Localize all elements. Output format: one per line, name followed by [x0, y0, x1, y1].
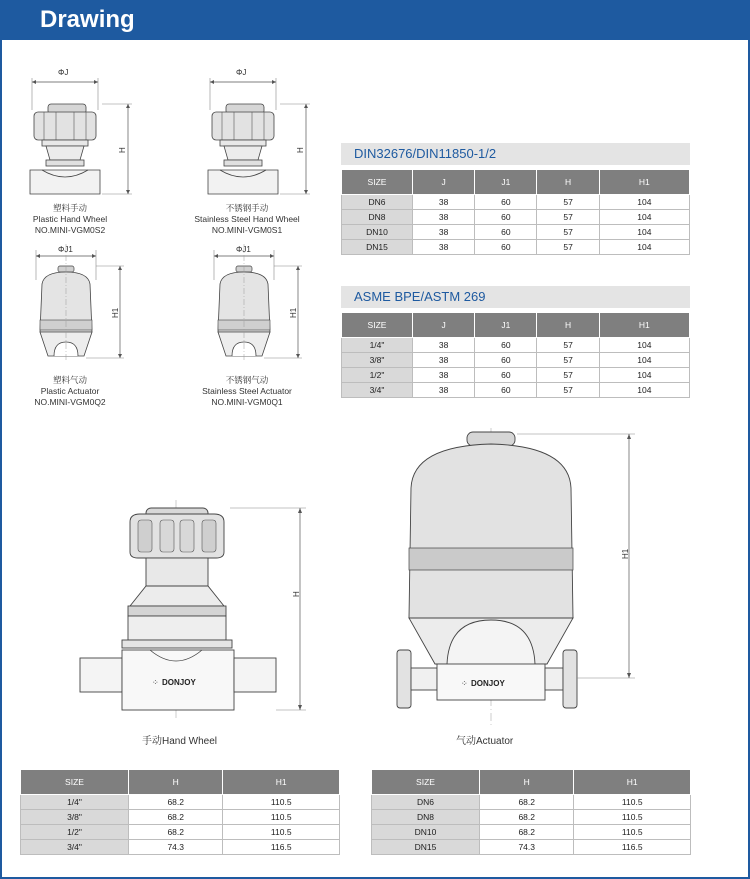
page-title: Drawing	[40, 6, 135, 33]
cell: 110.5	[223, 825, 340, 840]
cell: 38	[413, 225, 475, 240]
cell: 3/8"	[342, 353, 413, 368]
cell: 110.5	[223, 810, 340, 825]
cell: 57	[537, 225, 599, 240]
cell: 1/4"	[342, 338, 413, 353]
table-row	[372, 810, 691, 825]
cell: 60	[475, 225, 537, 240]
actuator-caption: 气动Actuator	[456, 736, 514, 747]
model-number: NO.MINI-VGM0Q1	[211, 397, 283, 407]
large-actuator-drawing	[395, 428, 645, 728]
cell: 60	[475, 210, 537, 225]
col-j1: J1	[475, 313, 537, 338]
cell: 104	[599, 383, 689, 398]
col-h1: H1	[599, 313, 689, 338]
table-row	[342, 240, 690, 255]
model-number: NO.MINI-VGM0S2	[34, 225, 106, 235]
table-row	[21, 810, 340, 825]
cell: 38	[413, 195, 475, 210]
dim-label: ΦJ1	[58, 245, 73, 254]
cell: 1/2"	[342, 368, 413, 383]
caption-cn: 不锈钢气动	[225, 375, 269, 385]
cell: 60	[475, 353, 537, 368]
cell: 57	[537, 210, 599, 225]
cell: 38	[413, 210, 475, 225]
brand-mark-icon: ⁘	[152, 678, 159, 687]
col-h1: H1	[599, 170, 689, 195]
col-size: SIZE	[342, 313, 413, 338]
height-label: H	[296, 147, 305, 153]
col-h1: H1	[223, 770, 340, 795]
col-size: SIZE	[372, 770, 480, 795]
col-j: J	[413, 170, 475, 195]
cell: 60	[475, 368, 537, 383]
cell: 1/2"	[21, 825, 129, 840]
cell: DN10	[342, 225, 413, 240]
cell: 38	[413, 338, 475, 353]
table-row	[342, 210, 690, 225]
cell: 104	[599, 210, 689, 225]
table-row	[21, 795, 340, 810]
cell: 57	[537, 338, 599, 353]
cell: 110.5	[223, 795, 340, 810]
stainless-actuator-caption	[187, 375, 307, 408]
stainless-actuator-drawing	[198, 240, 318, 380]
cell: 116.5	[574, 840, 691, 855]
cell: 3/4"	[21, 840, 129, 855]
cell: 57	[537, 368, 599, 383]
cell: 68.2	[480, 810, 574, 825]
col-h: H	[537, 170, 599, 195]
cell: 57	[537, 383, 599, 398]
height-label: H	[118, 147, 127, 153]
cell: DN6	[342, 195, 413, 210]
cell: 3/4"	[342, 383, 413, 398]
stainless-hand-wheel-drawing	[198, 60, 318, 210]
cell: DN6	[372, 795, 480, 810]
cell: 57	[537, 240, 599, 255]
brand-logo: DONJOY	[471, 679, 505, 688]
plastic-actuator-drawing	[20, 240, 140, 380]
dim-label: ΦJ	[236, 68, 247, 77]
cell: 68.2	[480, 825, 574, 840]
cell: 74.3	[480, 840, 574, 855]
brand-mark-icon: ⁘	[461, 679, 468, 688]
cell: 104	[599, 240, 689, 255]
cell: 60	[475, 338, 537, 353]
caption-cn: 不锈钢手动	[225, 203, 269, 213]
plastic-hand-wheel-drawing	[20, 60, 140, 210]
col-h: H	[480, 770, 574, 795]
cell: 38	[413, 353, 475, 368]
cell: 60	[475, 383, 537, 398]
cell: 110.5	[574, 810, 691, 825]
cell: 38	[413, 383, 475, 398]
plastic-hand-wheel-caption	[10, 203, 130, 236]
cell: 110.5	[574, 825, 691, 840]
hand-wheel-size-table	[20, 769, 340, 855]
hand-wheel-caption: 手动Hand Wheel	[142, 736, 218, 747]
plastic-actuator-caption	[10, 375, 130, 408]
asme-spec-table	[341, 312, 690, 398]
table-header-row	[21, 770, 340, 795]
col-h: H	[537, 313, 599, 338]
stainless-hand-wheel-caption	[187, 203, 307, 236]
model-number: NO.MINI-VGM0S1	[211, 225, 283, 235]
table-row	[21, 825, 340, 840]
cell: 1/4"	[21, 795, 129, 810]
col-h: H	[129, 770, 223, 795]
cell: DN8	[372, 810, 480, 825]
cell: 68.2	[129, 810, 223, 825]
table-row	[342, 225, 690, 240]
header-bar	[0, 0, 750, 40]
cell: 68.2	[480, 795, 574, 810]
cell: 104	[599, 338, 689, 353]
table-row	[342, 368, 690, 383]
table-header-row	[372, 770, 691, 795]
cell: 68.2	[129, 825, 223, 840]
table-row	[342, 383, 690, 398]
col-j: J	[413, 313, 475, 338]
dim-label: ΦJ	[58, 68, 69, 77]
cell: 74.3	[129, 840, 223, 855]
cell: DN8	[342, 210, 413, 225]
cell: 104	[599, 353, 689, 368]
cell: DN10	[372, 825, 480, 840]
table-row	[342, 195, 690, 210]
caption-en: Plastic Actuator	[40, 386, 100, 396]
col-j1: J1	[475, 170, 537, 195]
caption-en: Plastic Hand Wheel	[32, 214, 108, 224]
cell: 38	[413, 240, 475, 255]
caption-en: Stainless Steel Hand Wheel	[194, 214, 300, 224]
caption-cn: 塑料气动	[52, 375, 87, 385]
cell: 60	[475, 240, 537, 255]
din-table-title: DIN32676/DIN11850-1/2	[341, 143, 690, 165]
cell: 3/8"	[21, 810, 129, 825]
large-hand-wheel-drawing	[80, 500, 320, 725]
cell: 104	[599, 368, 689, 383]
cell: 116.5	[223, 840, 340, 855]
cell: 57	[537, 353, 599, 368]
table-row	[372, 825, 691, 840]
dim-label: ΦJ1	[236, 245, 251, 254]
table-row	[372, 840, 691, 855]
cell: DN15	[342, 240, 413, 255]
height-label: H1	[621, 548, 630, 559]
caption-en: Stainless Steel Actuator	[202, 386, 292, 396]
height-label: H1	[111, 307, 120, 318]
cell: 60	[475, 195, 537, 210]
caption-cn: 塑料手动	[52, 203, 87, 213]
cell: 104	[599, 195, 689, 210]
height-label: H1	[289, 307, 298, 318]
table-row	[342, 338, 690, 353]
table-header-row	[342, 313, 690, 338]
cell: 57	[537, 195, 599, 210]
brand-logo: DONJOY	[162, 678, 196, 687]
height-label: H	[292, 591, 301, 597]
table-row	[342, 353, 690, 368]
table-row	[372, 795, 691, 810]
col-size: SIZE	[21, 770, 129, 795]
cell: DN15	[372, 840, 480, 855]
cell: 104	[599, 225, 689, 240]
cell: 68.2	[129, 795, 223, 810]
cell: 110.5	[574, 795, 691, 810]
table-row	[21, 840, 340, 855]
cell: 38	[413, 368, 475, 383]
model-number: NO.MINI-VGM0Q2	[34, 397, 106, 407]
table-header-row	[342, 170, 690, 195]
col-h1: H1	[574, 770, 691, 795]
din-spec-table	[341, 169, 690, 255]
asme-table-title: ASME BPE/ASTM 269	[341, 286, 690, 308]
col-size: SIZE	[342, 170, 413, 195]
actuator-size-table	[371, 769, 691, 855]
